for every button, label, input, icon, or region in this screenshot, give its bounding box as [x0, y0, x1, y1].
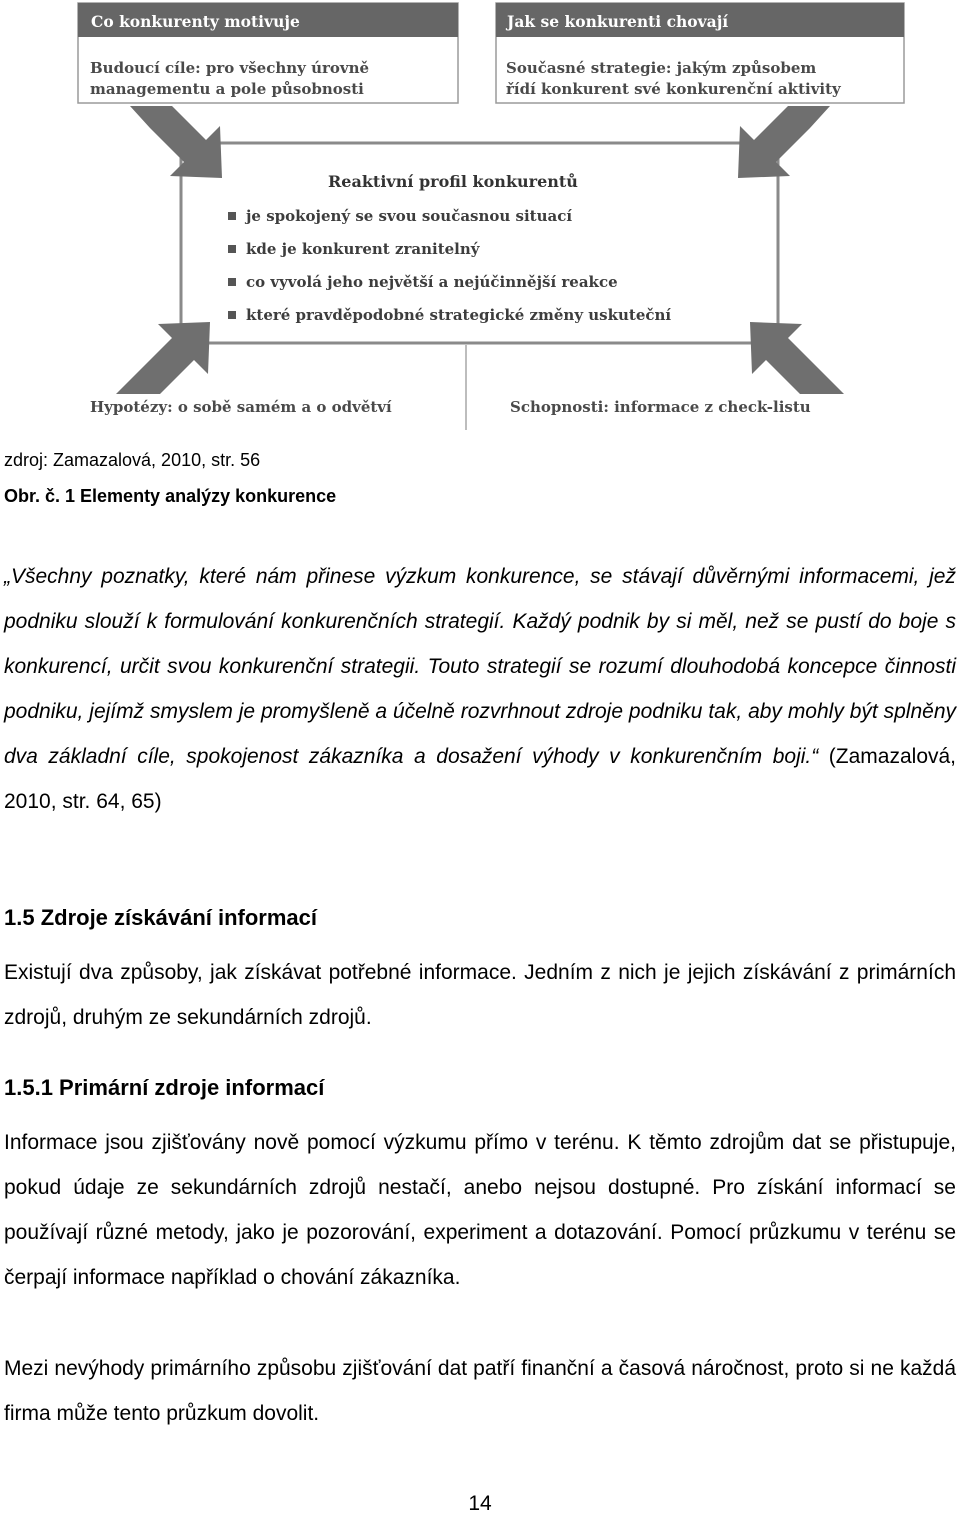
bullet-square-icon [228, 278, 236, 286]
center-bullet [228, 299, 671, 332]
quote-text: „Všechny poznatky, které nám přinese výzkum konkurence, se stávají důvěrnými informacemi, jež podniku slouží k formulování konkurenčních strategií. Každý podnik by si měl, než se pustí do boje s konkurencí, určit svou konkurenční strategii. Touto strategií se rozumí dlouhodobá koncepce činnosti podniku, jejímž smyslem je promyšleně a účelně rozvrhnout zdroje podniku tak, aby mohly být splněny dva základní cíle, spokojenost zákazníka a dosažení výhody v konkurenčním boji.“ [4, 565, 956, 768]
sub-right-line-1: Současné strategie: jakým způsobem [506, 59, 817, 77]
bullet-square-icon [228, 311, 236, 319]
center-bullet-text: kde je konkurent zranitelný [246, 240, 480, 258]
figure-caption: Obr. č. 1 Elementy analýzy konkurence [4, 486, 337, 506]
center-bullet-text: je spokojený se svou současnou situací [246, 207, 573, 225]
arrow-bottom-right [750, 322, 844, 394]
center-bullet-text: které pravděpodobné strategické změny uskuteční [246, 306, 672, 324]
section-1-5-1-paragraph: Informace jsou zjišťovány nově pomocí výzkumu přímo v terénu. K těmto zdrojům dat se přistupuje, pokud údaje ze sekundárních zdrojů nestačí, anebo nejsou dostupné. Pro získání informací se používají různé metody, jako je pozorování, experiment a dotazování. Pomocí průzkumu v terénu se čerpají informace například o chování zákazníka. [4, 1131, 956, 1289]
competitor-analysis-figure [0, 0, 960, 440]
sub-left-line-2: managementu a pole působnosti [90, 80, 364, 98]
arrow-top-right [738, 106, 830, 178]
arrow-top-left [130, 106, 222, 178]
center-bullet [228, 266, 671, 299]
header-left: Co konkurenty motivuje [91, 12, 300, 31]
section-1-5-1-paragraph-2: Mezi nevýhody primárního způsobu zjišťování dat patří finanční a časová náročnost, proto si ne každá firma může tento průzkum dovolit. [4, 1357, 956, 1425]
page-number: 14 [468, 1492, 492, 1515]
arrow-bottom-left [116, 322, 210, 394]
quote-paragraph [4, 554, 956, 824]
center-bullet-list [228, 200, 671, 332]
center-title: Reaktivní profil konkurentů [328, 172, 578, 191]
center-bullet [228, 200, 671, 233]
center-bullet [228, 233, 671, 266]
header-right: Jak se konkurenti chovají [507, 12, 729, 31]
sub-left-line-1: Budoucí cíle: pro všechny úrovně [90, 59, 370, 77]
bullet-square-icon [228, 212, 236, 220]
bottom-left-label: Hypotézy: o sobě samém a o odvětví [90, 398, 392, 416]
section-heading-1-5: 1.5 Zdroje získávání informací [4, 905, 318, 930]
figure-source: zdroj: Zamazalová, 2010, str. 56 [4, 450, 261, 470]
section-heading-1-5-1: 1.5.1 Primární zdroje informací [4, 1075, 325, 1100]
bottom-right-label: Schopnosti: informace z check-listu [510, 398, 811, 416]
bullet-square-icon [228, 245, 236, 253]
sub-right-line-2: řídí konkurent své konkurenční aktivity [506, 80, 841, 98]
section-1-5-paragraph: Existují dva způsoby, jak získávat potřebné informace. Jedním z nich je jejich získávání z primárních zdrojů, druhým ze sekundárních zdrojů. [4, 961, 956, 1029]
quote-citation: (Zamazalová, 2010, str. 64, 65) [4, 745, 957, 813]
sub-right [506, 58, 841, 100]
sub-left [90, 58, 369, 100]
center-bullet-text: co vyvolá jeho největší a nejúčinnější reakce [246, 273, 618, 291]
